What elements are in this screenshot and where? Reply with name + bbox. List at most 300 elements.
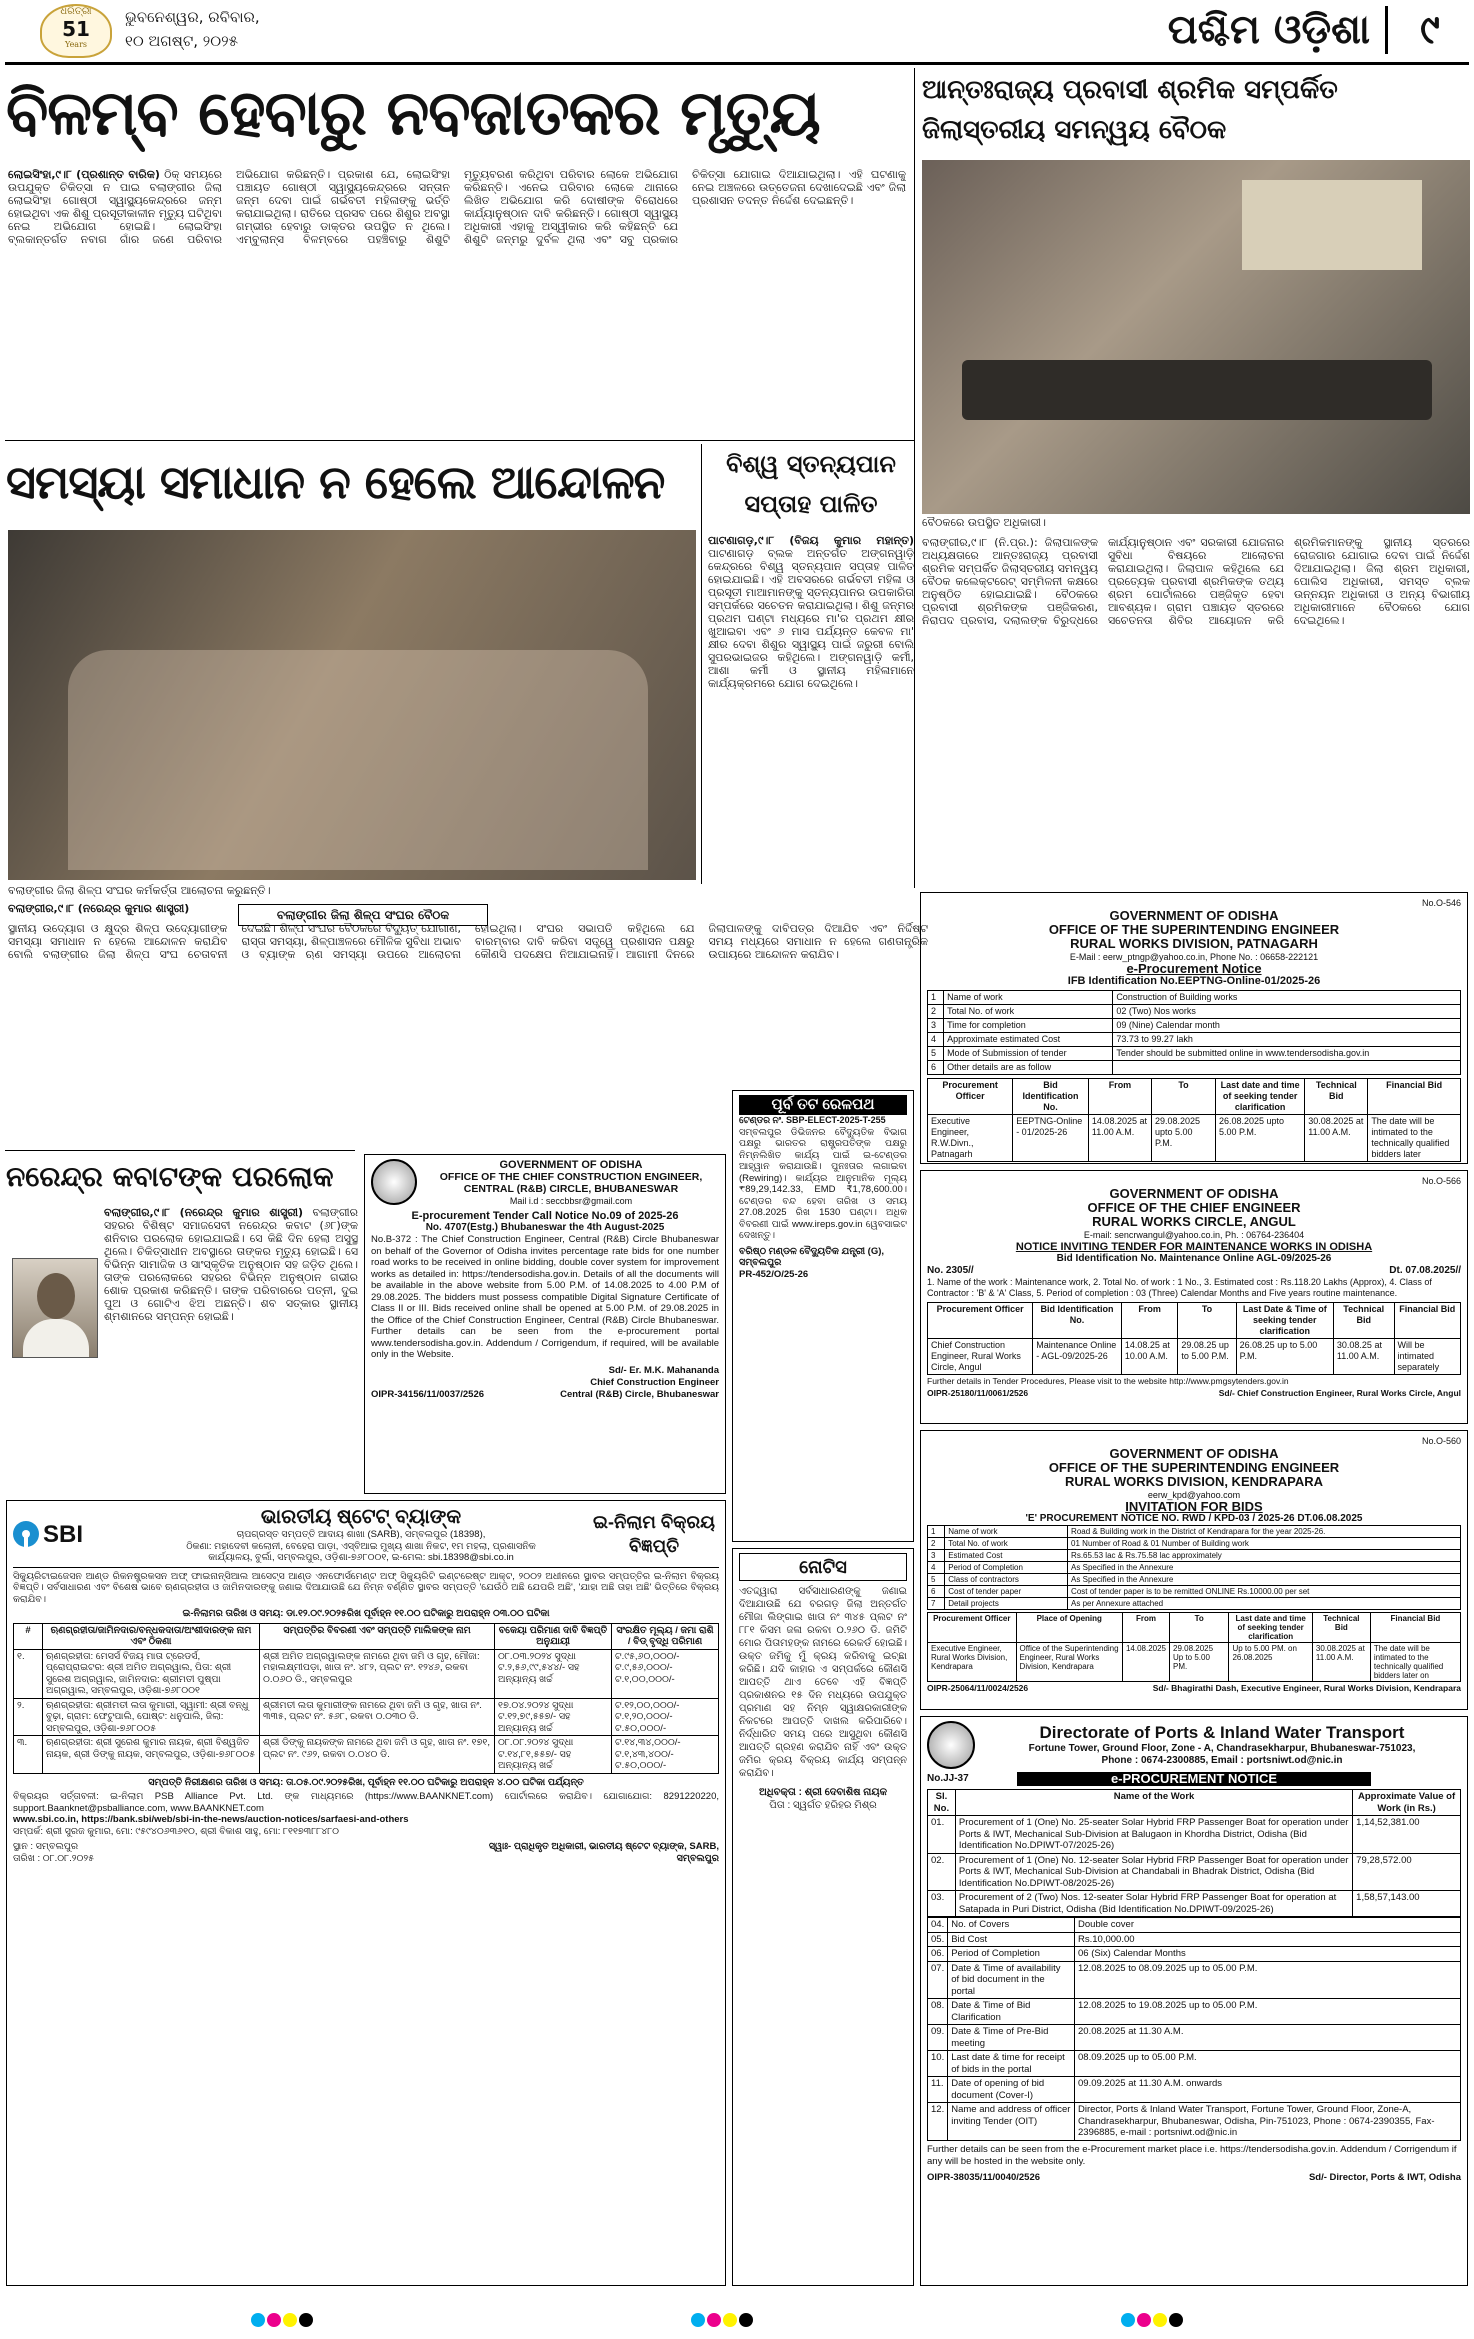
table-row-cell: 04. [928, 1918, 948, 1933]
masthead-rule [5, 62, 1469, 65]
table-row-cell: Class of contractors [945, 1574, 1068, 1586]
table-row-cell: 05. [928, 1932, 948, 1947]
table-header: Bid Identification No. [1013, 1079, 1089, 1115]
table-row-cell: Date of opening of bid document (Cover-I) [948, 2077, 1075, 2103]
table-header: From [1121, 1303, 1178, 1339]
table-row-cell: Rs.10,000.00 [1075, 1932, 1461, 1947]
page-number: ୯ [1420, 7, 1440, 53]
sbi-links: www.sbi.co.in, https://bank.sbi/web/sbi-in-the-news/auction-notices/sarfaesi-and-others [13, 1814, 409, 1825]
table-row-cell: 11. [928, 2077, 948, 2103]
table-row-cell: As Specified in the Annexure [1068, 1574, 1461, 1586]
table-row [928, 1999, 1461, 2025]
table-row [928, 1932, 1461, 1947]
table-row-cell: 6 [928, 1061, 944, 1075]
table-row [928, 1005, 1461, 1019]
table-cell: 29.08.25 up to 5.00 P.M. [1178, 1339, 1236, 1375]
ad-oipr: OIPR-25064/11/0024/2526 [927, 1683, 1029, 1693]
story4-body [708, 534, 914, 894]
black-dot [739, 2313, 753, 2327]
meeting-photo [922, 160, 1470, 514]
table-row-cell: As Specified in the Annexure [1068, 1562, 1461, 1574]
sbi-date: ତାରିଖ : ୦୮.୦୮.୨୦୨୫ [13, 1852, 94, 1864]
sbi-borrower: ଋଣଗ୍ରହୀତା: ଶ୍ରୀମତୀ ଲତା କୁମାରୀ, ସ୍ୱାମୀ: ଶ୍ରୀ ବନ୍ଧୁ ବୁଢ଼ା, ଗ୍ରାମ: ଫେଟୁପାଲି, ପୋଷ୍ଟ: ଧନୁପାଲି, ଜିଲା: ସମ୍ବଲପୁର, ଓଡ଼ିଶା-୭୬୮୦୦୫ [43, 1698, 260, 1736]
table-cell: 30.08.2025 at 11.00 A.M. [1305, 1115, 1368, 1162]
cyan-dot [691, 2313, 705, 2327]
table-row [928, 1550, 1461, 1562]
sbi-logo-text: SBI [43, 1520, 84, 1548]
registration-marks [0, 2300, 1474, 2339]
sbi-dues: ୧୭.୦୪.୨୦୨୪ ସୁଦ୍ଧା ଟ.୧୨,୭୯,୫୫୭/- ସହ ଅନ୍ୟାନ୍ୟ ଖର୍ଚ୍ଚ [495, 1698, 612, 1736]
ad-address: Fortune Tower, Ground Floor, Zone - A, Chandrasekharpur, Bhubaneswar-751023, [1028, 1743, 1416, 1754]
table-header: Technical Bid [1305, 1079, 1368, 1115]
table-row-cell: No. of Covers [948, 1918, 1075, 1933]
table-header: Financial Bid [1368, 1079, 1461, 1115]
ad-rwd-kendrapara [920, 1430, 1468, 1710]
notice-sign1: ଅଧିବକ୍ତା : ଶ୍ରୀ ଦେବାଶିଷ ନାୟକ [759, 1787, 887, 1798]
table-row-cell: 20.08.2025 at 11.30 A.M. [1075, 2025, 1461, 2051]
table-row-cell: Mode of Submission of tender [944, 1047, 1113, 1061]
table-cell: 30.08.2025 at 11.00 A.M. [1312, 1643, 1370, 1682]
story1-text: ଠିକ୍ ସମୟରେ ଉପଯୁକ୍ତ ଚିକିତ୍ସା ନ ପାଇ ବଲାଙ୍ଗୀର ଜିଲା ଲୋଇସିଂହା ଗୋଷ୍ଠୀ ସ୍ୱାସ୍ଥ୍ୟକେନ୍ଦ୍ରରେ ଜନ୍ମ ହୋଇଥିବା ଏକ ଶିଶୁ ପ୍ରସୂତୀକାଳୀନ ମୃତ୍ୟୁ ଘଟିଥିବା ନେଇ ଅଭିଯୋଗ ହୋଇଛି। ଲୋଇସିଂହା ବ୍ଲକାନ୍ତର୍ଗତ ନବାଗ ଗାଁର ଜଣେ ପରିବାର ଅଭିଯୋଗ କରିଛନ୍ତି। ପ୍ରକାଶ ଯେ, ଲୋଇସିଂହା ପଞ୍ଚାୟତ ଗୋଷ୍ଠୀ ସ୍ୱାସ୍ଥ୍ୟକେନ୍ଦ୍ରରେ ସନ୍ତାନ ଜନ୍ମ ଦେବା ପାଇଁ ଗର୍ଭବତୀ ମହିଳାଙ୍କୁ ଭର୍ତ୍ତି କରାଯାଇଥିଲା। ରାତିରେ ପ୍ରସବ ପରେ ଶିଶୁର ଅବସ୍ଥା ଗମ୍ଭୀର ହେବାରୁ ଡାକ୍ତର ଉପସ୍ଥିତ ନ ଥିଲେ। ଏମ୍ବୁଲାନ୍ସ ବିଳମ୍ବରେ ପହଞ୍ଚିବାରୁ ଶିଶୁଟି ମୃତ୍ୟୁବରଣ କରିଥିବା ପରିବାର ଲୋକେ ଅଭିଯୋଗ କରିଛନ୍ତି। ଏନେଇ ପରିବାର ଲୋକେ ଥାନାରେ ଲିଖିତ ଅଭିଯୋଗ କରି ଦୋଷୀଙ୍କ ବିରୋଧରେ କାର୍ଯ୍ୟାନୁଷ୍ଠାନ ଦାବି କରିଛନ୍ତି। ଗୋଷ୍ଠୀ ସ୍ୱାସ୍ଥ୍ୟ ଅଧିକାରୀ ଏହାକୁ ଅସ୍ୱୀକାର କରି କହିଛନ୍ତି ଯେ ଶିଶୁଟି ଜନ୍ମରୁ ଦୁର୍ବଳ ଥିଲା ଏବଂ ସବୁ ପ୍ରକାର ଚିକିତ୍ସା ଯୋଗାଇ ଦିଆଯାଇଥିଲା। ଏହି ଘଟଣାକୁ ନେଇ ଅଞ୍ଚଳରେ ଉତ୍ତେଜନା ଦେଖାଦେଇଛି ଏବଂ ଜିଲା ପ୍ରଶାସନ ତଦନ୍ତ ନିର୍ଦ୍ଦେଶ ଦେଇଛନ୍ତି। [8, 168, 906, 246]
column-rule [914, 68, 915, 888]
table-header: Procurement Officer [928, 1303, 1033, 1339]
cyan-dot [251, 2313, 265, 2327]
cmyk-marks-center [690, 2312, 780, 2331]
story5-body [8, 1206, 358, 1496]
story2-headline: ଆନ୍ତଃରାଜ୍ୟ ପ୍ରବାସୀ ଶ୍ରମିକ ସମ୍ପର୍କିତ ଜିଲାସ୍ତରୀୟ ସମନ୍ୱୟ ବୈଠକ [922, 75, 1338, 145]
sbi-inspection: ସମ୍ପତ୍ତି ନିରୀକ୍ଷଣର ତାରିଖ ଓ ସମୟ: ତା.୦୫.୦୯.୨୦୨୫ରିଖ, ପୂର୍ବାହ୍ନ ୧୧.୦୦ ଘଟିକାରୁ ଅପରାହ୍ନ ୪.୦୦ ଘଟିକା ପର୍ଯ୍ୟନ୍ତ [148, 1776, 584, 1788]
table-row [14, 1736, 719, 1774]
table-header: From [1088, 1079, 1151, 1115]
table-row-cell: Last date & time for receipt of bids in the portal [948, 2051, 1075, 2077]
table-row-cell: 1,58,57,143.00 [1353, 1891, 1461, 1917]
cyan-dot [1121, 2313, 1135, 2327]
table-row-cell: 03. [928, 1891, 956, 1917]
table-cell: Chief Construction Engineer, Rural Works Circle, Angul [928, 1339, 1033, 1375]
sbi-col-no: # [14, 1623, 43, 1649]
anniversary-badge [40, 4, 112, 58]
notice-no: No.O-566 [1421, 1176, 1461, 1186]
table-header: Name of the Work [955, 1790, 1352, 1816]
meeting-table [962, 360, 1432, 420]
table-row-cell: 5 [928, 1574, 945, 1586]
table-row [14, 1698, 719, 1736]
table-row [928, 2051, 1461, 2077]
ad-no: No. 2305// [927, 1265, 974, 1276]
notice-sign2: ପିତା : ସ୍ୱର୍ଗତ ହରିହର ମିଶ୍ର [769, 1800, 877, 1811]
ad-line2: OFFICE OF THE SUPERINTENDING ENGINEER [1048, 1460, 1340, 1475]
black-dot [299, 2313, 313, 2327]
black-dot [1169, 2313, 1183, 2327]
table-row-cell: 2 [928, 1005, 944, 1019]
badge-label: ଧରିତ୍ରୀ [60, 6, 92, 17]
story3-body: ସ୍ଥାନୀୟ ଉଦ୍ୟୋଗ ଓ କ୍ଷୁଦ୍ର ଶିଳ୍ପ ଉଦ୍ୟୋଗୀଙ୍କ ସମସ୍ୟା ସମାଧାନ ନ ହେଲେ ଆନ୍ଦୋଳନ କରାଯିବ ବୋଲି ବଲାଙ୍ଗୀର ଜିଲା ଶିଳ୍ପ ସଂଘ ଚେତାବନୀ ଦେଇଛି। ଶିଳ୍ପ ସଂଘର ବୈଠକରେ ବିଦ୍ୟୁତ୍ ଯୋଗାଣ, ରାସ୍ତା ସମସ୍ୟା, ଶିଳ୍ପାଞ୍ଚଳରେ ମୌଳିକ ସୁବିଧା ଅଭାବ ଓ ବ୍ୟାଙ୍କ ଋଣ ସମସ୍ୟା ଉପରେ ଆଲୋଚନା ହୋଇଥିଲା। ସଂଘର ସଭାପତି କହିଥିଲେ ଯେ ବାରମ୍ବାର ଦାବି କରିବା ସତ୍ତ୍ୱେ ପ୍ରଶାସନ ପକ୍ଷରୁ କୌଣସି ପଦକ୍ଷେପ ନିଆଯାଇନାହିଁ। ଆଗାମୀ ଦିନରେ ଜିଲାପାଳଙ୍କୁ ଦାବିପତ୍ର ଦିଆଯିବ ଏବଂ ନିର୍ଦ୍ଦିଷ୍ଟ ସମୟ ମଧ୍ୟରେ ସମାଧାନ ନ ହେଲେ ଗଣତାନ୍ତ୍ରିକ ଉପାୟରେ ଆନ୍ଦୋଳନ କରାଯିବ। [8, 922, 928, 961]
ad-sub: 'E' PROCUREMENT NOTICE NO. RWD / KPD-03 / 2025-26 DT.06.08.2025 [1025, 1513, 1363, 1524]
sbi-borrower: ଋଣଗ୍ରହୀତା: ମେସର୍ସ ବିଜୟ ମାତା ଟ୍ରେଡର୍ସ, ପ୍ରୋପ୍ରାଇଟର: ଶ୍ରୀ ଅମିତ ଅଗ୍ରୱାଲ, ପିତା: ଶ୍ରୀ ସୁରେଶ ଅଗ୍ରୱାଲ, ଜାମିନଦାର: ଶ୍ରୀମତୀ ପୁଷ୍ପା ଅଗ୍ରୱାଲ, ସମ୍ବଲପୁର, ଓଡ଼ିଶା-୭୬୮୦୦୧ [43, 1649, 260, 1698]
table-row-cell: As per Annexure attached [1068, 1598, 1461, 1610]
ad-sign1: Sd/- Er. M.K. Mahananda [608, 1364, 719, 1376]
table-row-cell: 73.73 to 99.27 lakh [1113, 1033, 1461, 1047]
table-cell: 30.08.25 at 11.00 A.M. [1333, 1339, 1394, 1375]
table-header: Last Date & Time of seeking tender clarification [1236, 1303, 1333, 1339]
ad-pr: PR-452/O/25-26 [739, 1268, 809, 1280]
table-row-cell: 79,28,572.00 [1353, 1853, 1461, 1891]
ad-notice: e-PROCUREMENT NOTICE [1017, 1772, 1371, 1786]
table-row [928, 1853, 1461, 1891]
sbi-contact: ସମ୍ପର୍କ: ଶ୍ରୀ ସୁରଜ କୁମାର, ମୋ: ୯୫୯୪୦୬୩୬୧୦, ଶ୍ରୀ ବିକାଶ ସାହୁ, ମୋ: ୮୧୧୭୩୮୮୪୮୦ [13, 1825, 340, 1837]
meeting-room-screen [1242, 180, 1422, 270]
section-rule [5, 440, 914, 441]
table-header: Procurement Officer [928, 1613, 1017, 1643]
table-header: Approximate Value of Work (in Rs.) [1353, 1790, 1461, 1816]
ad-rwd-patnagarh [920, 892, 1468, 1164]
table-row-cell: Period of Completion [948, 1947, 1075, 1962]
table-row [928, 1047, 1461, 1061]
table-cell: EEPTNG-Online - 01/2025-26 [1013, 1115, 1089, 1162]
table-row-cell: Name of work [945, 1526, 1068, 1538]
ad-line3: RURAL WORKS CIRCLE, ANGUL [1092, 1214, 1296, 1229]
table-row-cell: 08.09.2025 up to 05.00 P.M. [1075, 2051, 1461, 2077]
ad-oipr: OIPR-25180/11/0061/2526 [927, 1388, 1029, 1398]
table-header: Procurement Officer [928, 1079, 1013, 1115]
table-row-cell: Total No. of work [944, 1005, 1113, 1019]
table-row [928, 1019, 1461, 1033]
sbi-sub2: ଠିକଣା: ମହାଦେବୀ କଲୋନୀ, ବେହେରା ପାଡ଼ା, ଏସ୍‌ବିଆଇ ମୁଖ୍ୟ ଶାଖା ନିକଟ, ୧ମ ମହଲା, ପ୍ରଶାସନିକ [186, 1540, 536, 1552]
table-cell: Will be intimated separately [1394, 1339, 1460, 1375]
ad-oipr: OIPR-38035/11/0040/2526 [927, 2171, 1041, 2183]
sbi-sub1: ଚାପଗ୍ରସ୍ତ ସମ୍ପତ୍ତି ଆଦାୟ ଶାଖା (SARB), ସମ୍ବଲପୁର (18398), [236, 1529, 486, 1540]
story2-body: ବଲାଙ୍ଗୀର,୯।୮ (ନି.ପ୍ର.): ଜିଲାପାଳଙ୍କ ଅଧ୍ୟକ୍ଷତାରେ ଆନ୍ତଃରାଜ୍ୟ ପ୍ରବାସୀ ଶ୍ରମିକ ସମ୍ପର୍କିତ ଜିଲାସ୍ତରୀୟ ସମନ୍ୱୟ ବୈଠକ କଲେକ୍ଟରେଟ୍ ସମ୍ମିଳନୀ କକ୍ଷରେ ଅନୁଷ୍ଠିତ ହୋଇଯାଇଛି। ବୈଠକରେ ପ୍ରବାସୀ ଶ୍ରମିକଙ୍କ ପଞ୍ଜିକରଣ, ନିରାପଦ ପ୍ରବାସ, ଦଲାଲଙ୍କ ବିରୁଦ୍ଧରେ କାର୍ଯ୍ୟାନୁଷ୍ଠାନ ଏବଂ ସରକାରୀ ଯୋଜନାର ସୁବିଧା ବିଷୟରେ ଆଲୋଚନା କରାଯାଇଥିଲା। ଜିଲାପାଳ କହିଥିଲେ ଯେ ପ୍ରତ୍ୟେକ ପ୍ରବାସୀ ଶ୍ରମିକଙ୍କ ତଥ୍ୟ ଶ୍ରମ ପୋର୍ଟାଲରେ ପଞ୍ଜିକୃତ ହେବା ଆବଶ୍ୟକ। ଗ୍ରାମ ପଞ୍ଚାୟତ ସ୍ତରରେ ସଚେତନତା ଶିବିର ଆୟୋଜନ କରି ଶ୍ରମିକମାନଙ୍କୁ ସ୍ଥାନୀୟ ସ୍ତରରେ ରୋଜଗାର ଯୋଗାଇ ଦେବା ପାଇଁ ନିର୍ଦ୍ଦେଶ ଦିଆଯାଇଥିଲା। ଜିଲା ଶ୍ରମ ଅଧିକାରୀ, ପୋଲିସ ଅଧିକାରୀ, ସମସ୍ତ ବ୍ଲକ ଉନ୍ନୟନ ଅଧିକାରୀ ଓ ଅନ୍ୟ ବିଭାଗୀୟ ଅଧିକାରୀମାନେ ବୈଠକରେ ଯୋଗ ଦେଇଥିଲେ। [922, 536, 1470, 627]
ad-line3: RURAL WORKS DIVISION, KENDRAPARA [1064, 1474, 1324, 1489]
ad-email: E-Mail : eerw_ptngp@yahoo.co.in, Phone No. : 06658-222121 [1069, 952, 1319, 962]
ad-sign2: Chief Construction Engineer [590, 1376, 719, 1388]
person-group [68, 650, 648, 870]
table-header: Financial Bid [1394, 1303, 1460, 1339]
sbi-col3: ବକେୟା ପରିମାଣ ଦାବି ବିଜ୍ଞପ୍ତି ଅନୁଯାୟୀ [495, 1623, 612, 1649]
table-row-cell: Procurement of 2 (Two) Nos. 12-seater Solar Hybrid FRP Passenger Boat for operation at Satapada in Puri District, Odisha (Bid Identification No.DPIWT-09/2025-26) [955, 1891, 1352, 1917]
ad-bid: Bid Identification No. Maintenance Online AGL-09/2025-26 [1056, 1253, 1332, 1264]
table-row [928, 1061, 1461, 1075]
story3-caption: ବଲାଙ୍ଗୀର ଜିଲା ଶିଳ୍ପ ସଂଘର କର୍ମକର୍ତ୍ତା ଆଲୋଚନା କରୁଛନ୍ତି। [8, 884, 271, 897]
table-row-cell: Road & Building work in the District of Kendrapara for the year 2025-26. [1068, 1526, 1461, 1538]
ad-bid-table [927, 1302, 1461, 1375]
table-row-cell: Approximate estimated Cost [944, 1033, 1113, 1047]
table-cell: 26.08.25 up to 5.00 P.M. [1236, 1339, 1333, 1375]
ad-rwc-angul [920, 1170, 1468, 1424]
sbi-n: ୩. [14, 1736, 43, 1774]
ad-tender: ଟେଣ୍ଡର ନଂ. SBP-ELECT-2025-T-255 [739, 1115, 886, 1125]
table-row [928, 1947, 1461, 1962]
table-row-cell: Bid Cost [948, 1932, 1075, 1947]
notice-body: ଏତଦ୍ଦ୍ୱାରା ସର୍ବସାଧାରଣଙ୍କୁ ଜଣାଇ ଦିଆଯାଉଛି ଯେ ବରଗଡ଼ ଜିଲା ଅନ୍ତର୍ଗତ ମୌଜା ଲିଙ୍ଗାଇ ଖାତା ନଂ ୩୪୫ ପ୍ଲଟ ନଂ ୮୮୧ କିସମ ଜଳା ରକବା ୦.୨୬୦ ଡି. ଜମିଟି ମୋର ପିତାମହଙ୍କ ନାମରେ ରେକର୍ଡ ହୋଇଛି। ଉକ୍ତ ଜମିକୁ ମୁଁ କ୍ରୟ କରିବାକୁ ଇଚ୍ଛା କରିଛି। ଯଦି କାହାର ଏ ସମ୍ପର୍କରେ କୌଣସି ଆପତ୍ତି ଥାଏ ତେବେ ଏହି ବିଜ୍ଞପ୍ତି ପ୍ରକାଶନର ୧୫ ଦିନ ମଧ୍ୟରେ ଉପଯୁକ୍ତ ପ୍ରମାଣ ସହ ନିମ୍ନ ସ୍ୱାକ୍ଷରକାରୀଙ୍କ ନିକଟରେ ଆପତ୍ତି ଦାଖଲ କରିପାରିବେ। ନିର୍ଦ୍ଧାରିତ ସମୟ ପରେ ଆସୁଥିବା କୌଣସି ଆପତ୍ତି ଗ୍ରହଣ କରାଯିବ ନାହିଁ ଏବଂ ଉକ୍ତ ଜମିର କ୍ରୟ ବିକ୍ରୟ କାର୍ଯ୍ୟ ସମ୍ପନ୍ନ କରାଯିବ। [739, 1586, 907, 1779]
table-cell: 29.08.2025 Up to 5.00 PM. [1170, 1643, 1229, 1682]
table-row-cell: 10. [928, 2051, 948, 2077]
sbi-property: ଶ୍ରୀ ଡିଙ୍କୁ ନାୟକଙ୍କ ନାମରେ ଥିବା ଜମି ଓ ଗୃହ, ଖାତା ନଂ. ୧୭୧, ପ୍ଲଟ ନଂ. ୯୬୨, ରକବା ୦.୦୪୦ ଡି. [260, 1736, 495, 1774]
sbi-property: ଶ୍ରୀମତୀ ଲତା କୁମାରୀଙ୍କ ନାମରେ ଥିବା ଜମି ଓ ଗୃହ, ଖାତା ନଂ. ୩୩୫, ପ୍ଲଟ ନଂ. ୫୬୮, ରକବା ୦.୦୩୦ ଡି. [260, 1698, 495, 1736]
sbi-reserve: ଟ.୧୪,୩୪,୦୦୦/- ଟ.୧,୪୩,୪୦୦/- ଟ.୫୦,୦୦୦/- [612, 1736, 719, 1774]
table-header: Financial Bid [1370, 1613, 1460, 1643]
story4-text: ପାଟଣାଗଡ଼ ବ୍ଲକ ଅନ୍ତର୍ଗତ ଅଙ୍ଗନୱାଡ଼ି କେନ୍ଦ୍ରରେ ବିଶ୍ୱ ସ୍ତନ୍ୟପାନ ସପ୍ତାହ ପାଳିତ ହୋଇଯାଇଛି। ଏହି ଅବସରରେ ଗର୍ଭବତୀ ମହିଳା ଓ ପ୍ରସୂତୀ ମାଆମାନଙ୍କୁ ସ୍ତନ୍ୟପାନର ଉପକାରିତା ସମ୍ପର୍କରେ ସଚେତନ କରାଯାଇଥିଲା। ଶିଶୁ ଜନ୍ମର ପ୍ରଥମ ଘଣ୍ଟା ମଧ୍ୟରେ ମା'ର ପ୍ରଥମ କ୍ଷୀର ଖୁଆଇବା ଏବଂ ୬ ମାସ ପର୍ଯ୍ୟନ୍ତ କେବଳ ମା' କ୍ଷୀର ଦେବା ଶିଶୁର ସ୍ୱାସ୍ଥ୍ୟ ପାଇଁ ଜରୁରୀ ବୋଲି ସୁପରଭାଇଜର କହିଥିଲେ। ଅଙ୍ଗନୱାଡ଼ି କର୍ମୀ, ଆଶା କର୍ମୀ ଓ ସ୍ଥାନୀୟ ମହିଳାମାନେ କାର୍ଯ୍ୟକ୍ରମରେ ଯୋଗ ଦେଇଥିଲେ। [708, 547, 914, 690]
table-header: Technical Bid [1312, 1613, 1370, 1643]
ad-line2: OFFICE OF THE CHIEF ENGINEER [1087, 1200, 1301, 1215]
place-day: ଭୁବନେଶ୍ୱର, ରବିବାର, [125, 8, 260, 26]
table-cell: Office of the Superintending Engineer, Rural Works Division, Kendrapara [1016, 1643, 1122, 1682]
ad-title: e-Procurement Notice [1126, 961, 1262, 976]
sbi-col2: ସମ୍ପତ୍ତିର ବିବରଣୀ ଏବଂ ସମ୍ପତ୍ତି ମାଲିକଙ୍କ ନାମ [260, 1623, 495, 1649]
column-rule-2 [701, 444, 702, 884]
table-row-cell: Date & Time of Bid Clarification [948, 1999, 1075, 2025]
magenta-dot [1137, 2313, 1151, 2327]
sbi-reserve: ଟ.୯୫,୬୦,୦୦୦/- ଟ.୯,୫୬,୦୦୦/- ଟ.୧,୦୦,୦୦୦/- [612, 1649, 719, 1698]
sbi-logo-icon [13, 1521, 39, 1547]
table-row-cell: Tender should be submitted online in www.tendersodisha.gov.in [1113, 1047, 1461, 1061]
table-row-cell: Total No. of work [945, 1538, 1068, 1550]
table-row-cell: Detail projects [945, 1598, 1068, 1610]
ad-line1: GOVERNMENT OF ODISHA [1109, 1186, 1279, 1201]
badge-number: 51 [62, 17, 90, 41]
table-row-cell: 1,14,52,381.00 [1353, 1816, 1461, 1854]
yellow-dot [283, 2313, 297, 2327]
table-row-cell: 7 [928, 1598, 945, 1610]
ad-sign: ବରିଷ୍ଠ ମଣ୍ଡଳ ବୈଦ୍ୟୁତିକ ଯନ୍ତ୍ରୀ (G), ସମ୍ବଲପୁର [739, 1245, 885, 1268]
ad-line1: GOVERNMENT OF ODISHA [499, 1159, 643, 1171]
table-row-cell: 4 [928, 1562, 945, 1574]
story1-body [8, 168, 906, 436]
table-row [928, 2025, 1461, 2051]
section-title: ପଶ୍ଚିମ ଓଡ଼ିଶା [1167, 7, 1370, 53]
story1-dateline: ଲୋଇସିଂହା,୯।୮ (ପ୍ରଶାନ୍ତ ବାରିକ) [8, 168, 160, 181]
table-row-cell: 12. [928, 2103, 948, 2141]
story1-headline: ବିଳମ୍ବ ହେବାରୁ ନବଜାତକର ମୃତ୍ୟୁ [6, 76, 820, 149]
ad-sign: Sd/- Bhagirathi Dash, Executive Engineer, Rural Works Division, Kendrapara [1152, 1683, 1461, 1693]
ad-line1: GOVERNMENT OF ODISHA [1109, 908, 1279, 923]
ad-info-table [927, 1525, 1461, 1610]
table-row [928, 1961, 1461, 1999]
table-row-cell: 06 (Six) Calendar Months [1075, 1947, 1461, 1962]
ad-ports-iwt [920, 1716, 1468, 2286]
table-header: To [1178, 1303, 1236, 1339]
ad-line3: RURAL WORKS DIVISION, PATNAGARH [1070, 936, 1318, 951]
table-row-cell: Double cover [1075, 1918, 1461, 1933]
ad-title: Directorate of Ports & Inland Water Transport [1039, 1723, 1405, 1742]
ad-sbi-auction [6, 1500, 726, 2286]
ad-mail: Mail i.d : seccbbsr@gmail.com [509, 1196, 633, 1206]
table-row-cell: Procurement of 1 (One) No. 12-seater Solar Hybrid FRP Passenger Boat for operation under Ports & IWT, Mechanical Sub-Division at Chandabali in Bhadrak District, Odisha (Bid Identification No.DPIWT-08/2025-26) [955, 1853, 1352, 1891]
yellow-dot [1153, 2313, 1167, 2327]
table-cell: Up to 5.00 PM. on 26.08.2025 [1229, 1643, 1312, 1682]
table-row-cell: 1 [928, 991, 944, 1005]
ad-email: eerw_kpd@yahoo.com [1147, 1490, 1241, 1500]
sbi-borrower: ଋଣଗ୍ରହୀତା: ଶ୍ରୀ ସୁରେଶ କୁମାର ନାୟକ, ଶ୍ରୀ ବିଶ୍ୱଜିତ ନାୟକ, ଶ୍ରୀ ଡିଙ୍କୁ ନାୟକ, ସମ୍ବଲପୁର, ଓଡ଼ିଶା-୭୬୮୦୦୫ [43, 1736, 260, 1774]
table-row-cell: Date & Time of Pre-Bid meeting [948, 2025, 1075, 2051]
story3-headline: ସମସ୍ୟା ସମାଧାନ ନ ହେଲେ ଆନ୍ଦୋଳନ [6, 455, 665, 509]
table-cell: 14.08.2025 [1122, 1643, 1169, 1682]
table-row-cell: Rs.65.53 lac & Rs.75.58 lac approximately [1068, 1550, 1461, 1562]
ad-line2: OFFICE OF THE SUPERINTENDING ENGINEER [1048, 922, 1340, 937]
table-row-cell: Procurement of 1 (One) No. 25-seater Solar Hybrid FRP Passenger Boat for operation under Ports & IWT, Mechanical Sub-Division at Balugaon in Khordha District, Odisha (Bid Identification No.DPIWT-07/2025-26) [955, 1816, 1352, 1854]
table-row-cell: 06. [928, 1947, 948, 1962]
ad-line3: CENTRAL (R&B) CIRCLE, BHUBANESWAR [463, 1183, 679, 1195]
table-row-cell: 6 [928, 1586, 945, 1598]
ad-email: E-mail: sencrwangul@yahoo.co.in, Ph. : 06764-236404 [1083, 1230, 1305, 1240]
ad-note1 [927, 1162, 1461, 1164]
table-header: Last date and time of seeking tender clarification [1216, 1079, 1305, 1115]
table-row [928, 991, 1461, 1005]
cmyk-marks-right [1120, 2312, 1210, 2331]
table-row-cell: 5 [928, 1047, 944, 1061]
table-row-cell: Period of Completion [945, 1562, 1068, 1574]
table-cell: 14.08.2025 at 11.00 A.M. [1088, 1115, 1151, 1162]
table-cell: 14.08.25 at 10.00 A.M. [1121, 1339, 1178, 1375]
table-cell: The date will be intimated to the technically qualified bidders later on [1370, 1643, 1460, 1682]
table-header: Bid Identification No. [1033, 1303, 1122, 1339]
story5-headline: ନରେନ୍ଦ୍ର କବାଟଙ୍କ ପରଲୋକ [6, 1160, 334, 1193]
table-row-cell: 02. [928, 1853, 956, 1891]
table-row [928, 1891, 1461, 1917]
table-row-cell: Cost of tender paper is to be remitted ONLINE Rs.10000.00 per set [1068, 1586, 1461, 1598]
story4-headline: ବିଶ୍ୱ ସ୍ତନ୍ୟପାନ ସପ୍ତାହ ପାଳିତ [726, 450, 896, 518]
table-row-cell: 12.08.2025 to 08.09.2025 up to 05.00 P.M. [1075, 1961, 1461, 1999]
table-row [928, 1598, 1461, 1610]
ad-east-coast-railway [732, 1090, 914, 1542]
table-row [928, 1918, 1461, 1933]
table-header: Last date and time of seeking tender clarification [1229, 1613, 1312, 1643]
ad-bid-table [927, 1078, 1461, 1162]
ad-body: ସମ୍ବଲପୁର ଡିଭିଜନର ବୈଦ୍ୟୁତିକ ବିଭାଗ ପକ୍ଷରୁ ଭାରତର ରାଷ୍ଟ୍ରପତିଙ୍କ ପକ୍ଷରୁ ନିମ୍ନଲିଖିତ କାର୍ଯ୍ୟ ପାଇଁ ଇ-ଟେଣ୍ଡର ଆହ୍ୱାନ କରାଯାଉଛି। ପୁନଃତାର ଲଗାଇବା (Rewiring)। କାର୍ଯ୍ୟର ଆନୁମାନିକ ମୂଲ୍ୟ ₹89,29,142.33, EMD ₹1,78,600.00। ଟେଣ୍ଡର ବନ୍ଦ ହେବା ତାରିଖ ଓ ସମୟ 27.08.2025 ରିଖ 1530 ଘଣ୍ଟା। ଅଧିକ ବିବରଣୀ ପାଇଁ www.ireps.gov.in ୱେବସାଇଟ ଦେଖନ୍ତୁ। [739, 1126, 907, 1241]
table-row-cell: Cost of tender paper [945, 1586, 1068, 1598]
table-row-cell: Date & Time of availability of bid document in the portal [948, 1961, 1075, 1999]
story5-dateline: ବଲାଙ୍ଗୀର,୯।୮ (ନରେନ୍ଦ୍ର କୁମାର ଶାସ୍ତ୍ରୀ) [104, 1206, 304, 1219]
table-row [928, 1562, 1461, 1574]
ad-line1: GOVERNMENT OF ODISHA [1109, 1446, 1279, 1461]
ad-oipr: OIPR-34156/11/0037/2526 [371, 1388, 485, 1400]
ad-info-table [927, 990, 1461, 1075]
ad-title: E-procurement Tender Call Notice No.09 of 2025-26 [411, 1210, 679, 1222]
ad-notice [732, 1548, 914, 2286]
yellow-dot [723, 2313, 737, 2327]
ad-body: No.B-372 : The Chief Construction Engineer, Central (R&B) Circle Bhubaneswar on behalf of the Governor of Odisha invites percentage rate bids for one number road works to be received in online bidding, double cover system for improvement works as detailed in: https://tendersodisha.gov.in. Details of all the documents will be available in the above website from 5.00 P.M. of 14.08.2025 to 4.00 P.M of 29.08.2025. The bidders must possess compatible Digital Signature Certificate of Class II or III. Bids received online shall be opened at 5.00 P.M. of 29.08.2025 in the Office of the Chief Construction Engineer, Central (R&B) Circle Bhubaneswar. Further details can be seen from the e-procurement portal www.tendersodisha.gov.in. Addendum / Corrigendum, if required, will be available only in the Website. [371, 1234, 719, 1360]
table-cell: Maintenance Online - AGL-09/2025-26 [1033, 1339, 1122, 1375]
table-row [928, 1586, 1461, 1598]
table-row-cell: 12.08.2025 to 19.08.2025 up to 05.00 P.M. [1075, 1999, 1461, 2025]
ad-sub: No. 4707(Estg.) Bhubaneswar the 4th August-2025 [425, 1222, 665, 1233]
story4-dateline: ପାଟଣାଗଡ଼,୯।୮ (ବିଜୟ କୁମାର ମହାନ୍ତ) [708, 534, 914, 547]
table-header: Place of Opening [1016, 1613, 1122, 1643]
table-row-cell: Name of work [944, 991, 1113, 1005]
story5-text: ବଲାଙ୍ଗୀର ସହରର ବିଶିଷ୍ଟ ସମାଜସେବୀ ନରେନ୍ଦ୍ର କବାଟ (୬୮)ଙ୍କ ଶନିବାର ପରଲୋକ ହୋଇଯାଇଛି। ସେ କିଛି ଦିନ ହେଲା ଅସୁସ୍ଥ ଥିଲେ। ଚିକିତ୍ସାଧୀନ ଅବସ୍ଥାରେ ତାଙ୍କର ମୃତ୍ୟୁ ହୋଇଛି। ସେ ବିଭିନ୍ନ ସାମାଜିକ ଓ ସାଂସ୍କୃତିକ ଅନୁଷ୍ଠାନ ସହ ଜଡ଼ିତ ଥିଲେ। ତାଙ୍କ ପରଲୋକରେ ସହରର ବିଭିନ୍ନ ଅନୁଷ୍ଠାନ ଗଭୀର ଶୋକ ପ୍ରକାଶ କରିଛନ୍ତି। ତାଙ୍କ ପରିବାରରେ ପତ୍ନୀ, ଦୁଇ ପୁଅ ଓ ଗୋଟିଏ ଝିଅ ଅଛନ୍ତି। ଶବ ସତ୍କାର ସ୍ଥାନୀୟ ଶ୍ମଶାନରେ ସମ୍ପନ୍ନ ହୋଇଛି। [104, 1206, 358, 1323]
ad-line2: OFFICE OF THE CHIEF CONSTRUCTION ENGINEER, [439, 1171, 703, 1183]
table-row-cell: 3 [928, 1019, 944, 1033]
table-row-cell: Construction of Building works [1113, 991, 1461, 1005]
sbi-right: ଇ-ନିଲାମ ବିକ୍ରୟ ବିଜ୍ଞପ୍ତି [593, 1512, 715, 1557]
table-header: Sl. No. [928, 1790, 956, 1816]
table-row-cell: 09 (Nine) Calendar month [1113, 1019, 1461, 1033]
table-row-cell: 07. [928, 1961, 948, 1999]
sbi-n: ୧. [14, 1649, 43, 1698]
table-header: To [1151, 1079, 1215, 1115]
sbi-n: ୨. [14, 1698, 43, 1736]
ad-desc: 1. Name of the work : Maintenance work, 2. Total No. of work : 1 No., 3. Estimated cost : Rs.118.20 Lakhs (Approx), 4. Class of Contractor : 'B' & 'A' Class, 5. Period of completion : 03 (Three) Calendar Months and Five years routine maintenance. [927, 1277, 1432, 1298]
table-row-cell: Director, Ports & Inland Water Transport, Fortune Tower, Ground Floor, Zone-A, Chandrasekharpur, Bhubaneswar, Odisha, Pin-751023, Phone : 0674-2390355, Fax-2396885, e-mail : portsniwt.od@nic.in [1075, 2103, 1461, 2141]
table-row [14, 1649, 719, 1698]
ad-title: INVITATION FOR BIDS [1125, 1499, 1263, 1514]
sbi-dues: ୦୮.୦୮.୨୦୨୪ ସୁଦ୍ଧା ଟ.୧୪,୮୧,୫୫୭/- ସହ ଅନ୍ୟାନ୍ୟ ଖର୍ଚ୍ଚ [495, 1736, 612, 1774]
ad-footer: Further details can be seen from the e-Procurement market place i.e. https://tendersodisha.gov.in. Addendum / Corrigendum if any will be hosted in the website only. [927, 2143, 1457, 2167]
table-header: Technical Bid [1333, 1303, 1394, 1339]
table-cell: 29.08.2025 upto 5.00 P.M. [1151, 1115, 1215, 1162]
table-row [928, 2103, 1461, 2141]
table-row-cell: Estimated Cost [945, 1550, 1068, 1562]
table-row-cell: 1 [928, 1526, 945, 1538]
ad-ifb: IFB Identification No.EEPTNG-Online-01/2025-26 [1067, 975, 1321, 987]
table-cell: Executive Engineer, R.W.Divn., Patnagarh [928, 1115, 1013, 1162]
sbi-title: ଭାରତୀୟ ଷ୍ଟେଟ୍ ବ୍ୟାଙ୍କ [260, 1506, 462, 1528]
table-row [928, 1538, 1461, 1550]
magenta-dot [267, 2313, 281, 2327]
ad-cce-bhubaneswar [364, 1154, 726, 1494]
sbi-reserve: ଟ.୧୨,୦୦,୦୦୦/- ଟ.୧,୨୦,୦୦୦/- ଟ.୫୦,୦୦୦/- [612, 1698, 719, 1736]
ad-sign3: Central (R&B) Circle, Bhubaneswar [560, 1388, 719, 1400]
magenta-dot [707, 2313, 721, 2327]
ad-sign: Sd/- Director, Ports & IWT, Odisha [1308, 2171, 1461, 2183]
section-rule-2 [5, 1150, 355, 1151]
notice-title: ନୋଟିସ [739, 1553, 907, 1581]
table-row-cell: 09.09.2025 at 11.30 A.M. onwards [1075, 2077, 1461, 2103]
ports-details-table [927, 1917, 1461, 2141]
ad-title: NOTICE INVITING TENDER FOR MAINTENANCE WORKS IN ODISHA [1015, 1241, 1373, 1253]
odisha-emblem-icon [927, 1721, 975, 1769]
table-row-cell: 2 [928, 1538, 945, 1550]
masthead-separator [1385, 6, 1388, 54]
story2-caption: ବୈଠକରେ ଉପସ୍ଥିତ ଅଧିକାରୀ। [922, 516, 1047, 529]
table-cell: Executive Engineer, Rural Works Division, Kendrapara [928, 1643, 1017, 1682]
table-row-cell: 01. [928, 1816, 956, 1854]
badge-sub: Years [64, 40, 88, 49]
notice-no: No.O-546 [1421, 898, 1461, 908]
table-row [928, 1816, 1461, 1854]
table-row-cell: 08. [928, 1999, 948, 2025]
table-row-cell: Time for completion [944, 1019, 1113, 1033]
sbi-sub3: କାର୍ଯ୍ୟାଳୟ, ବୁର୍ଲା, ସମ୍ବଲପୁର, ଓଡ଼ିଶା-୭୬୮୦୦୧, ଇ-ମେଲ: sbi.18398@sbi.co.in [208, 1552, 514, 1563]
sbi-auction-date: ଇ-ନିଲାମର ତାରିଖ ଓ ସମୟ: ଡା.୧୨.୦୯.୨୦୨୫ରିଖ ପୂର୍ବାହ୍ନ ୧୧.୦୦ ଘଟିକାରୁ ଅପରାହ୍ନ ୦୩.୦୦ ଘଟିକା [182, 1608, 550, 1619]
table-row [928, 1033, 1461, 1047]
ad-phone: Phone : 0674-2300885, Email : portsniwt.od@nic.in [1101, 1755, 1343, 1766]
table-cell: 26.08.2025 upto 5.00 P.M. [1216, 1115, 1305, 1162]
sbi-dues: ୦୮.୦୩.୨୦୨୪ ସୁଦ୍ଧା ଟ.୨,୫୬,୯୯,୫୪୪/- ସହ ଅନ୍ୟାନ୍ୟ ଖର୍ଚ୍ଚ [495, 1649, 612, 1698]
table-row-cell: Name and address of officer inviting Tender (OIT) [948, 2103, 1075, 2141]
ad-bid-table [927, 1612, 1461, 1682]
table-row [928, 1574, 1461, 1586]
ad-note: Further details in Tender Procedures, Please visit to the website http://www.pmgsytenders.gov.in [927, 1376, 1289, 1386]
table-row-cell: Other details are as follow [944, 1061, 1113, 1075]
sbi-property: ଶ୍ରୀ ଅମିତ ଅଗ୍ରୱାଲଙ୍କ ନାମରେ ଥିବା ଜମି ଓ ଗୃହ, ମୌଜା: ମହାଲକ୍ଷ୍ମୀପଡ଼ା, ଖାତା ନଂ. ୪୮୨, ପ୍ଲଟ ନଂ. ୧୨୪୬, ରକବା ୦.୦୬୦ ଡି., ସମ୍ବଲପୁର [260, 1649, 495, 1698]
table-row [928, 2077, 1461, 2103]
story3-dateline: ବଲାଙ୍ଗୀର,୯।୮ (ନରେନ୍ଦ୍ର କୁମାର ଶାସ୍ତ୍ରୀ) [8, 902, 190, 915]
table-row-cell: 01 Number of Road & 01 Number of Building work [1068, 1538, 1461, 1550]
story3-kicker: ବଲାଙ୍ଗୀର ଜିଲା ଶିଳ୍ପ ସଂଘର ବୈଠକ [238, 904, 488, 926]
ad-no: No.JJ-37 [927, 1773, 969, 1784]
table-header: From [1122, 1613, 1169, 1643]
industry-meeting-photo [8, 530, 696, 880]
table-row-cell: 3 [928, 1550, 945, 1562]
sbi-intro: ସିକ୍ୟୁରିଟାଇଜେସନ ଆଣ୍ଡ ରିକନଷ୍ଟ୍ରକସନ ଅଫ୍ ଫାଇନାନ୍ସିଆଲ ଆସେଟ୍ସ ଆଣ୍ଡ ଏନଫୋର୍ସମେଣ୍ଟ ଅଫ୍ ସିକ୍ୟୁରିଟି ଇଣ୍ଟରେଷ୍ଟ ଆକ୍ଟ, ୨୦୦୨ ଅଧୀନରେ ସ୍ଥାବର ସମ୍ପତ୍ତିର ଇ-ନିଲାମ ବିକ୍ରୟ ବିଜ୍ଞପ୍ତି। ସର୍ବସାଧାରଣ ଏବଂ ବିଶେଷ ଭାବେ ଋଣଗ୍ରହୀତା ଓ ଜାମିନଦାରଙ୍କୁ ଜଣାଇ ଦିଆଯାଉଛି ଯେ ନିମ୍ନ ବର୍ଣ୍ଣିତ ସ୍ଥାବର ସମ୍ପତ୍ତି 'ଯେଉଁଠି ଅଛି ଯେପରି ଅଛି', 'ଯାହା ଅଛି ତାହା ଅଛି' ଭିତ୍ତିରେ ବିକ୍ରୟ କରାଯିବ। [13, 1570, 719, 1605]
odisha-emblem-icon [371, 1159, 417, 1205]
table-row-cell [1113, 1061, 1461, 1075]
ad-title: ପୂର୍ବ ତଟ ରେଳପଥ [739, 1095, 907, 1115]
sbi-table [13, 1623, 719, 1774]
sbi-col1: ଋଣଗ୍ରହୀତା/ଜାମିନଦାର/ବନ୍ଧକଦାତା/ଅଂଶୀଦାରଙ୍କ ନାମ ଏବଂ ଠିକଣା [43, 1623, 260, 1649]
table-row-cell: 4 [928, 1033, 944, 1047]
